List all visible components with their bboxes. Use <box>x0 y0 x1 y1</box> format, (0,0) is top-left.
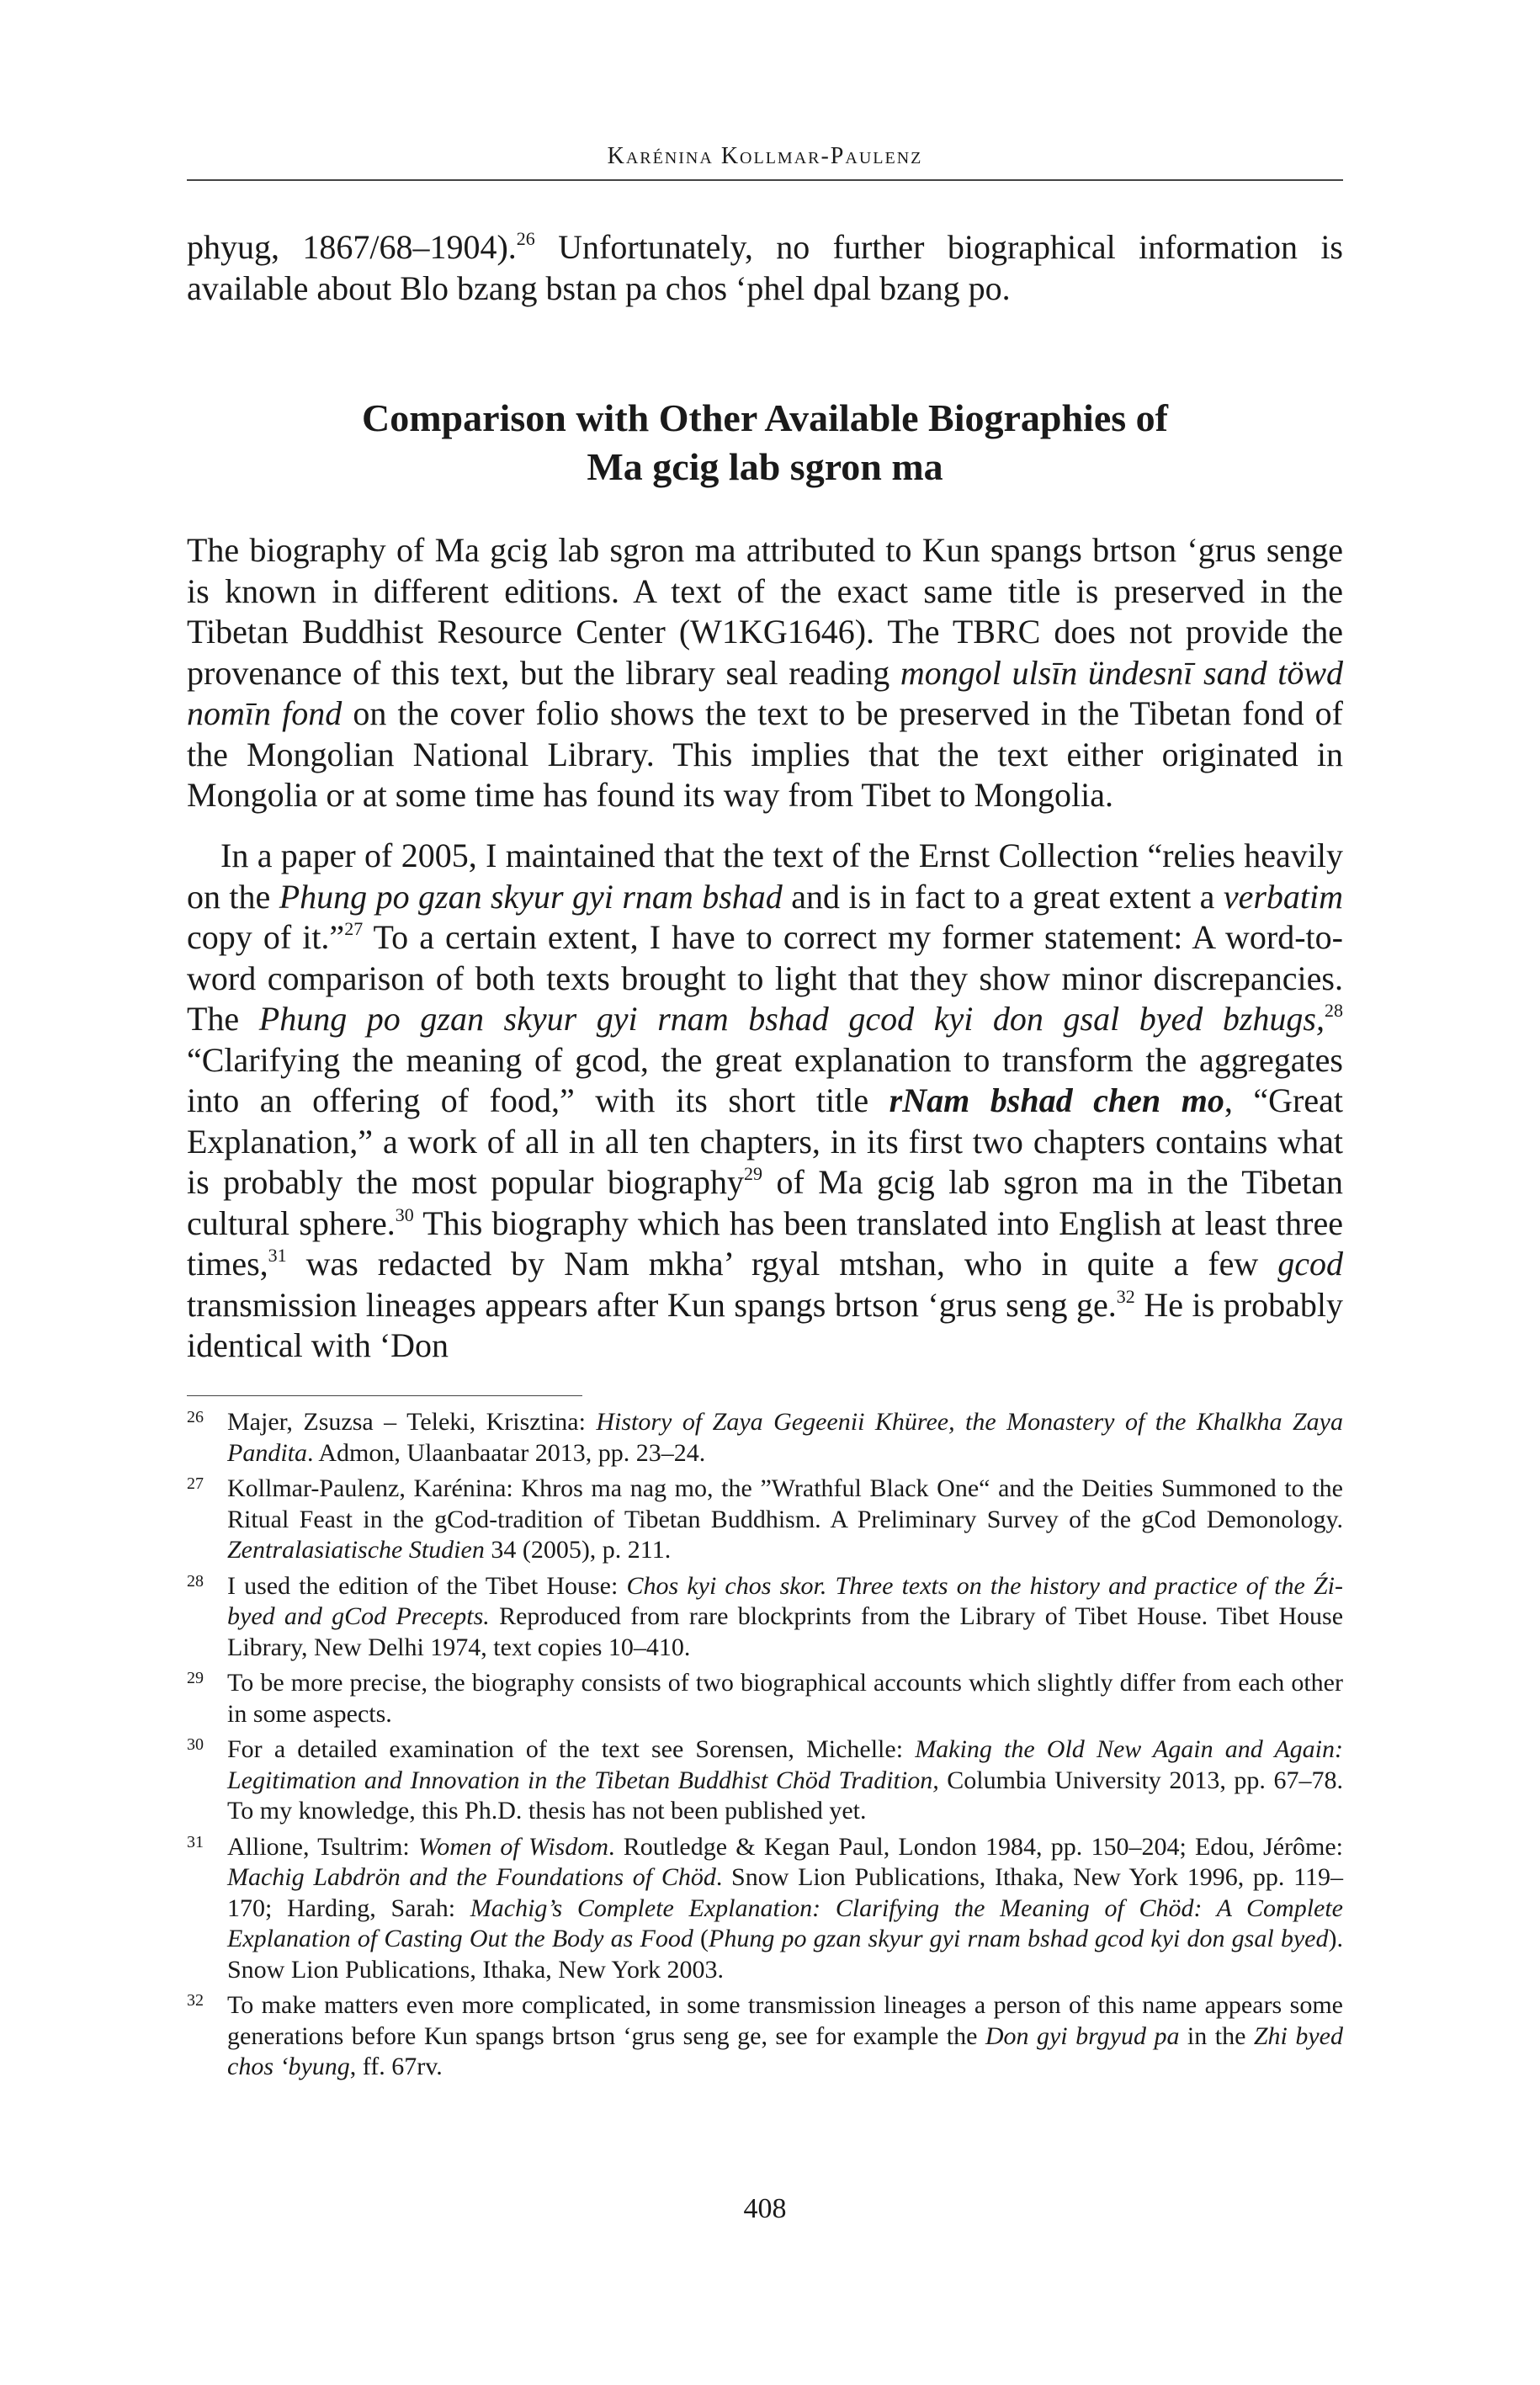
footnote-rule <box>187 1395 582 1396</box>
text-run: ). Snow Lion Publications, Ithaka, New York 2003. <box>227 1925 1343 1984</box>
text-run: To be more precise, the biography consists of two biographical accounts which slightly differ from each other in some aspects. <box>227 1669 1343 1728</box>
italic-run: Women of Wisdom <box>417 1832 609 1861</box>
section-title-line-1: Comparison with Other Available Biographies of <box>362 396 1168 439</box>
text-run: To a certain extent, I have to correct my former statement: A word-to-word comparison of both texts brought to light that they show minor discrepancies. The <box>187 918 1343 1038</box>
text-run: , ff. 67rv. <box>349 2053 443 2080</box>
text-run: , “Great Explanation,” a work of all in all ten chapters, in its first two chapters contains what is probably the most popular biography <box>187 1081 1343 1201</box>
footnote-number: 32 <box>187 1991 204 2010</box>
text-run: Unfortunately, no further biographical information is available about Blo bzang bstan pa chos ‘phel dpal bzang po. <box>187 228 1343 307</box>
footnote-number: 30 <box>187 1735 204 1754</box>
italic-run: Zhi byed chos ‘byung <box>227 2021 1343 2080</box>
text-run: on the cover folio shows the text to be preserved in the Tibetan fond of the Mongolian National Library. This implies that the text either originated in Mongolia or at some time has found its way from Tibet to Mongolia. <box>187 694 1343 814</box>
text-run: 34 (2005), p. 211. <box>484 1536 672 1564</box>
text-run: phyug, 1867/68–1904). <box>187 228 517 266</box>
text-run: . Admon, Ulaanbaatar 2013, pp. 23–24. <box>307 1438 706 1467</box>
running-head: Karénina Kollmar-Paulenz <box>607 143 923 169</box>
footnote-ref-26[interactable]: 26 <box>516 228 535 249</box>
bold-italic-run: rNam bshad chen mo <box>889 1081 1224 1119</box>
italic-run: Chos kyi chos skor. Three texts on the history and practice of the Źi-byed and gCod Precepts. <box>227 1571 1344 1630</box>
header-rule <box>187 179 1343 181</box>
footnote-ref-28[interactable]: 28 <box>1325 1000 1343 1021</box>
italic-run: Machig’s Complete Explanation: Clarifying the Meaning of Chöd: A Complete Explanation of Casting Out the Body as Food <box>227 1894 1344 1952</box>
footnote-ref-32[interactable]: 32 <box>1116 1285 1135 1307</box>
text-run: and is in fact to a great extent a <box>782 877 1224 916</box>
intro-paragraph <box>187 227 1343 309</box>
italic-run: verbatim <box>1223 877 1343 916</box>
footnote-ref-30[interactable]: 30 <box>395 1203 414 1225</box>
footnote-ref-31[interactable]: 31 <box>268 1245 287 1266</box>
text-run: Allione, Tsultrim: <box>227 1832 418 1861</box>
page <box>187 0 1343 2385</box>
text-run: Columbia University 2013, pp. 67–78. To my knowledge, this Ph.D. thesis has not been published yet. <box>227 1766 1343 1825</box>
text-run: ( <box>693 1925 709 1952</box>
text-run: The biography of Ma gcig lab sgron ma attributed to Kun spangs brtson ‘grus senge is known in different editions. A text of the exact same title is preserved in the Tibetan Buddhist Resource Center (W1KG1646). The TBRC does not provide the provenance of this text, but the library seal reading <box>187 531 1343 692</box>
footnote-30 <box>187 1734 1343 1827</box>
section-title <box>187 394 1343 491</box>
text-run: He is probably identical with ‘Don <box>187 1285 1343 1364</box>
text-run: of Ma gcig lab sgron ma in the Tibetan cultural sphere. <box>187 1163 1343 1242</box>
footnote-26 <box>187 1407 1343 1469</box>
text-run: . Routledge & Kegan Paul, London 1984, pp. 150–204; Edou, Jérôme: <box>608 1832 1344 1861</box>
body-paragraph-1 <box>187 530 1343 816</box>
text-run: was redacted by Nam mkha’ rgyal mtshan, who in quite a few <box>286 1245 1278 1283</box>
italic-run: gcod <box>1277 1245 1343 1283</box>
text-run: To make matters even more complicated, in some transmission lineages a person of this name appears some generations before Kun spangs brtson ‘grus seng ge, see for example the <box>227 1991 1343 2050</box>
italic-run: Don gyi brgyud pa <box>985 2021 1180 2050</box>
text-run: Reproduced from rare blockprints from the Library of Tibet House. Tibet House Library, New Delhi 1974, text copies 10–410. <box>227 1602 1344 1661</box>
text-run: Majer, Zsuzsa – Teleki, Krisztina: <box>227 1408 597 1436</box>
footnotes <box>187 1407 1343 2088</box>
body-paragraph-2 <box>187 836 1343 1367</box>
footnote-number: 27 <box>187 1474 204 1493</box>
footnote-number: 31 <box>187 1832 204 1851</box>
text-run: copy of it.” <box>187 918 345 956</box>
italic-run: Phung po gzan skyur gyi rnam bshad gcod kyi don gsal byed bzhugs, <box>258 1000 1325 1038</box>
text-run: in the <box>1179 2021 1254 2050</box>
text-run: This biography which has been translated into English at least three times, <box>187 1203 1343 1283</box>
italic-run: Machig Labdrön and the Foundations of Chöd <box>227 1863 716 1891</box>
footnote-number: 28 <box>187 1571 204 1591</box>
italic-run: History of Zaya Gegeenii Khüree, the Monastery of the Khalkha Zaya Pandita <box>227 1408 1343 1467</box>
text-run: . Snow Lion Publications, Ithaka, New York 1996, pp. 119–170; Harding, Sarah: <box>227 1863 1343 1922</box>
footnote-29 <box>187 1668 1343 1729</box>
text-run: transmission lineages appears after Kun spangs brtson ‘grus seng ge. <box>187 1285 1117 1324</box>
text-run: Kollmar-Paulenz, Karénina: Khros ma nag mo, the ”Wrathful Black One“ and the Deities Summoned to the Ritual Feast in the gCod-tradition of Tibetan Buddhism. A Preliminary Survey of the gCod Demonology. <box>227 1474 1343 1533</box>
italic-run: Phung po gzan skyur gyi rnam bshad <box>279 877 783 916</box>
text-run: For a detailed examination of the text see Sorensen, Michelle: <box>227 1735 916 1763</box>
footnote-number: 29 <box>187 1669 204 1687</box>
page-number: 408 <box>743 2193 787 2224</box>
footnote-28 <box>187 1571 1343 1664</box>
italic-run: Zentralasiatische Studien <box>227 1536 485 1564</box>
footnote-32 <box>187 1990 1343 2083</box>
italic-run: Making the Old New Again and Again: Legitimation and Innovation in the Tibetan Buddhist Chöd Tradition, <box>227 1735 1343 1794</box>
footnote-ref-27[interactable]: 27 <box>344 918 364 939</box>
italic-run: mongol ulsīn ündesnī sand töwd nomīn fond <box>187 653 1343 732</box>
text-run: I used the edition of the Tibet House: <box>227 1571 627 1600</box>
footnote-31 <box>187 1832 1343 1986</box>
text-run: In a paper of 2005, I maintained that the text of the Ernst Collection “relies heavily on the <box>187 837 1343 916</box>
footnote-27 <box>187 1474 1343 1566</box>
footnote-number: 26 <box>187 1408 204 1426</box>
italic-run: Phung po gzan skyur gyi rnam bshad gcod kyi don gsal byed <box>709 1925 1329 1952</box>
text-run: “Clarifying the meaning of gcod, the great explanation to transform the aggregates into an offering of food,” with its short title <box>187 1040 1343 1119</box>
footnote-ref-29[interactable]: 29 <box>744 1163 763 1184</box>
section-title-line-2: Ma gcig lab sgron ma <box>587 445 943 488</box>
